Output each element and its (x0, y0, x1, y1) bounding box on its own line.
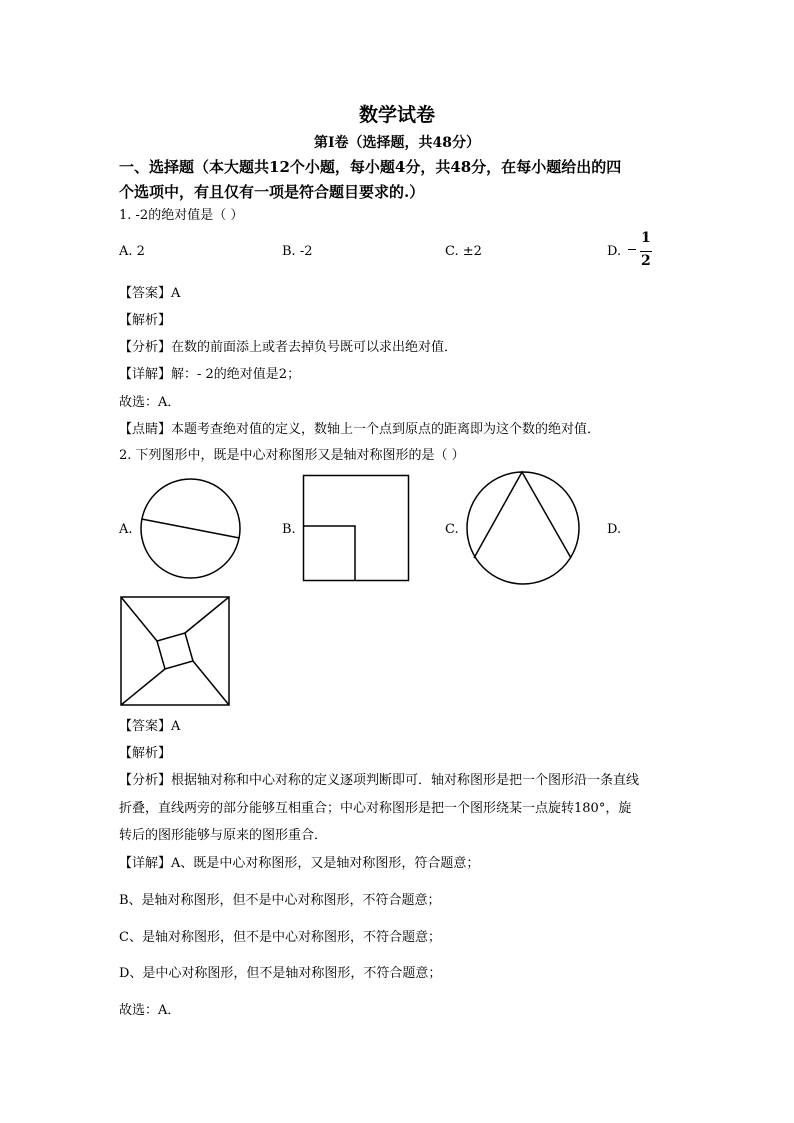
q2-analysis-fenxi-line1: 【分析】根据轴对称和中心对称的定义逐项判断即可．轴对称图形是把一个图形沿一条直线 (119, 773, 640, 788)
q1-analysis-fenxi: 【分析】在数的前面添上或者去掉负号既可以求出绝对值． (119, 340, 458, 355)
q2-analysis-header: 【解析】 (119, 746, 172, 761)
q2-detail-c: C、是轴对称图形，但不是中心对称图形，不符合题意； (119, 930, 441, 945)
q2-figure-c-circle-inscribed-triangle (465, 470, 581, 586)
page-title: 数学试卷 (358, 104, 435, 126)
q2-label-d: D. (607, 522, 622, 537)
fraction-numerator: 1 (641, 230, 651, 246)
q2-answer: 【答案】A (119, 719, 181, 734)
section-heading-line2: 个选项中，有且仅有一项是符合题目要求的.） (119, 183, 425, 201)
q2-figure-b-nested-squares (302, 474, 410, 582)
q1-dianjing: 【点睛】本题考查绝对值的定义，数轴上一个点到原点的距离即为这个数的绝对值． (119, 422, 601, 437)
q1-analysis-detail: 【详解】解：- 2的绝对值是2； (119, 367, 301, 382)
section-heading-line1: 一、选择题（本大题共12个小题，每小题4分，共48分，在每小题给出的四 (119, 158, 622, 176)
q2-label-c: C. (445, 522, 459, 537)
q1-analysis-header: 【解析】 (119, 313, 172, 328)
q2-analysis-fenxi-line3: 转后的图形能够与原来的图形重合． (119, 828, 328, 843)
q1-choose: 故选：A． (119, 395, 181, 410)
q2-label-a: A. (119, 522, 133, 537)
q2-figure-a-circle-with-chord (139, 477, 242, 580)
q2-choose: 故选：A． (119, 1003, 181, 1018)
q2-label-b: B. (282, 522, 296, 537)
fraction-bar (640, 251, 652, 252)
q1-answer: 【答案】A (119, 286, 181, 301)
q2-figure-d-pinwheel-square (119, 595, 231, 707)
fraction-denominator: 2 (641, 253, 651, 269)
q1-option-c: C. ±2 (445, 244, 482, 259)
q2-stem: 2. 下列图形中，既是中心对称图形又是轴对称图形的是（ ） (119, 448, 465, 463)
q1-option-a: A. 2 (119, 244, 145, 259)
q2-detail-d: D、是中心对称图形，但不是轴对称图形，不符合题意； (119, 966, 442, 981)
fraction-minus-sign (628, 249, 636, 250)
paper-subtitle: 第Ⅰ卷（选择题，共48分） (313, 135, 481, 151)
q2-analysis-fenxi-line2: 折叠，直线两旁的部分能够互相重合；中心对称图形是把一个图形绕某一点旋转180°，旋 (119, 801, 632, 816)
q1-stem: 1. -2的绝对值是（ ） (119, 208, 244, 223)
q1-option-b: B. -2 (282, 244, 313, 259)
q1-option-d-label: D. (607, 244, 622, 259)
q2-detail-a: 【详解】A、既是中心对称图形，又是轴对称图形，符合题意； (119, 856, 480, 871)
q2-detail-b: B、是轴对称图形，但不是中心对称图形，不符合题意； (119, 893, 441, 908)
q1-option-d-fraction (628, 230, 662, 272)
